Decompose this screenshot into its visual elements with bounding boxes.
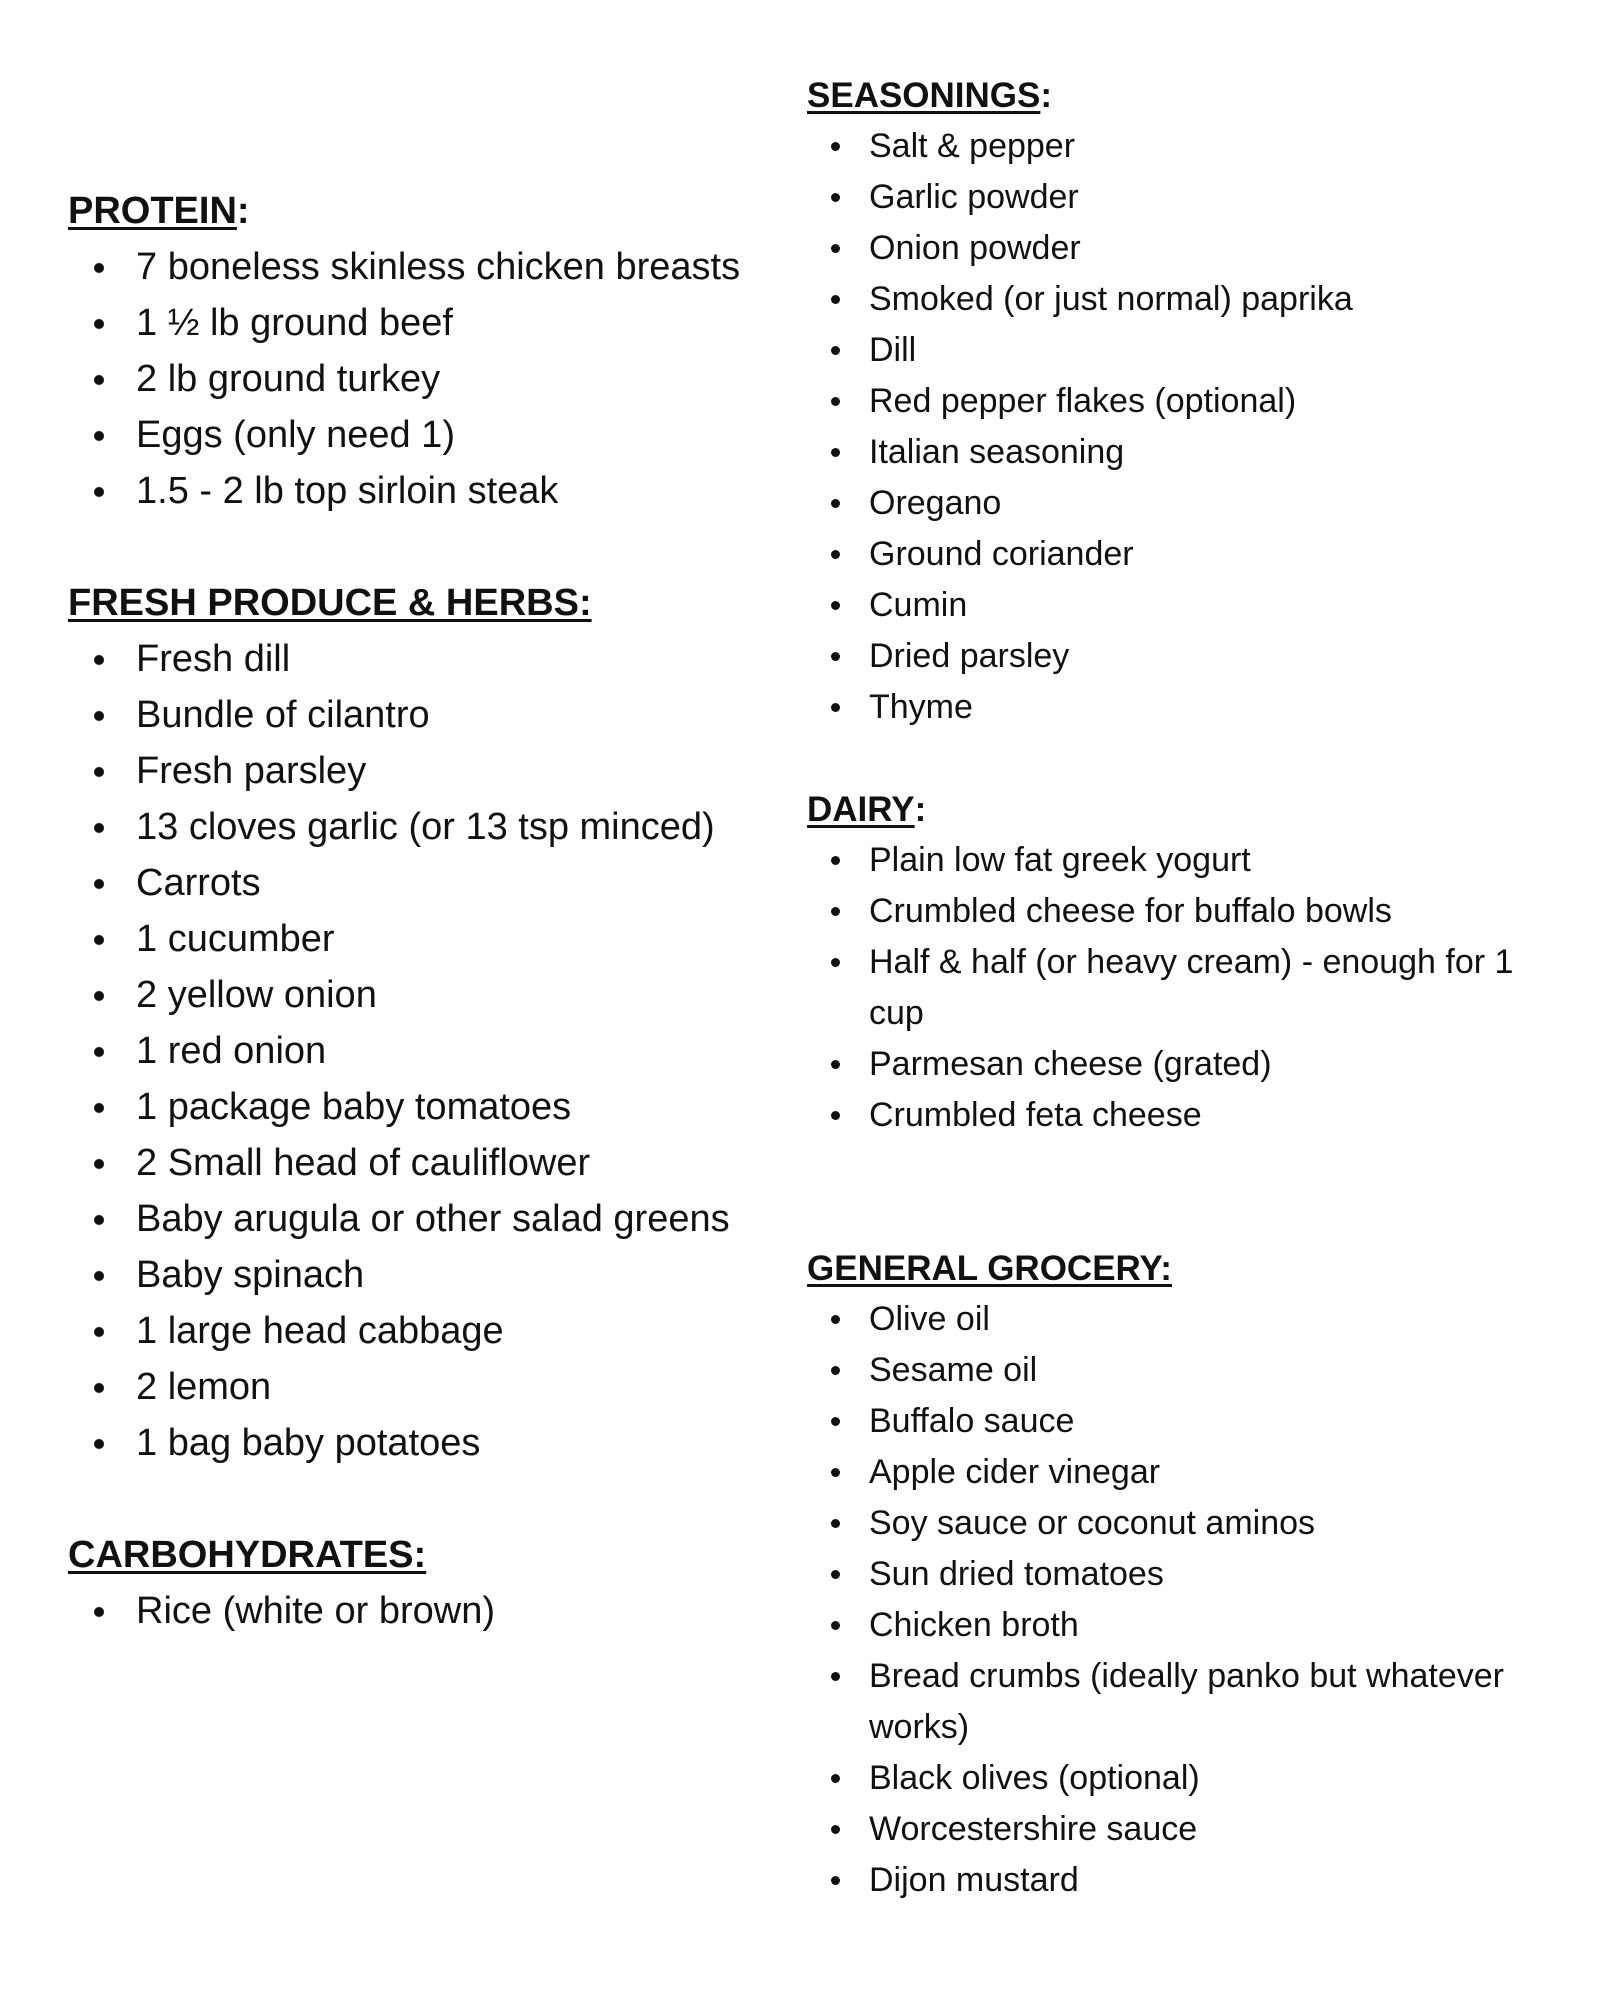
list-item: Olive oil xyxy=(807,1294,1567,1345)
list-item: Carrots xyxy=(68,855,788,911)
seasonings-list xyxy=(807,121,1567,733)
list-item: Red pepper flakes (optional) xyxy=(807,376,1567,427)
dairy-list xyxy=(807,835,1567,1141)
list-item: Smoked (or just normal) paprika xyxy=(807,274,1567,325)
list-item: 2 lemon xyxy=(68,1359,788,1415)
section-spacer xyxy=(68,1471,788,1527)
list-item: Rice (white or brown) xyxy=(68,1583,788,1639)
list-item: Italian seasoning xyxy=(807,427,1567,478)
list-item: 1 bag baby potatoes xyxy=(68,1415,788,1471)
protein-heading-colon: : xyxy=(236,190,250,232)
list-item: 1 large head cabbage xyxy=(68,1303,788,1359)
list-item: Baby spinach xyxy=(68,1247,788,1303)
list-item: Dijon mustard xyxy=(807,1855,1567,1906)
grocery-heading: GENERAL GROCERY: xyxy=(807,1249,1172,1288)
list-item: Onion powder xyxy=(807,223,1567,274)
list-item: Ground coriander xyxy=(807,529,1567,580)
list-item: 7 boneless skinless chicken breasts xyxy=(68,239,788,295)
list-item: Black olives (optional) xyxy=(807,1753,1567,1804)
dairy-heading-text: DAIRY xyxy=(807,790,915,829)
seasonings-heading-text: SEASONINGS xyxy=(807,76,1041,115)
list-item: Dill xyxy=(807,325,1567,376)
list-item: Crumbled cheese for buffalo bowls xyxy=(807,886,1567,937)
list-item: 13 cloves garlic (or 13 tsp minced) xyxy=(68,799,788,855)
list-item: Worcestershire sauce xyxy=(807,1804,1567,1855)
list-item: Crumbled feta cheese xyxy=(807,1090,1567,1141)
seasonings-heading-colon: : xyxy=(1040,76,1053,115)
list-item: 1 ½ lb ground beef xyxy=(68,295,788,351)
carbs-heading: CARBOHYDRATES: xyxy=(68,1534,427,1576)
list-item: Plain low fat greek yogurt xyxy=(807,835,1567,886)
grocery-list xyxy=(807,1294,1567,1906)
list-item: Salt & pepper xyxy=(807,121,1567,172)
list-item: Fresh dill xyxy=(68,631,788,687)
list-item: Dried parsley xyxy=(807,631,1567,682)
list-item: Bundle of cilantro xyxy=(68,687,788,743)
protein-section xyxy=(68,183,788,519)
list-item: 1.5 - 2 lb top sirloin steak xyxy=(68,463,788,519)
list-item: 2 Small head of cauliflower xyxy=(68,1135,788,1191)
seasonings-heading xyxy=(807,70,1567,121)
list-item: Garlic powder xyxy=(807,172,1567,223)
right-column xyxy=(807,70,1567,1906)
section-spacer xyxy=(68,519,788,575)
list-item: Parmesan cheese (grated) xyxy=(807,1039,1567,1090)
list-item: Sesame oil xyxy=(807,1345,1567,1396)
list-item: 2 lb ground turkey xyxy=(68,351,788,407)
list-item: 1 package baby tomatoes xyxy=(68,1079,788,1135)
protein-heading-text: PROTEIN xyxy=(68,190,237,232)
grocery-section xyxy=(807,1243,1567,1906)
list-item: Cumin xyxy=(807,580,1567,631)
list-item: Sun dried tomatoes xyxy=(807,1549,1567,1600)
seasonings-section xyxy=(807,70,1567,733)
section-spacer xyxy=(807,1141,1567,1243)
dairy-heading-colon: : xyxy=(914,790,927,829)
left-column xyxy=(68,183,788,1639)
list-item: Thyme xyxy=(807,682,1567,733)
list-item: 2 yellow onion xyxy=(68,967,788,1023)
list-item: Bread crumbs (ideally panko but whatever works) xyxy=(807,1651,1567,1753)
list-item: Apple cider vinegar xyxy=(807,1447,1567,1498)
produce-heading: FRESH PRODUCE & HERBS: xyxy=(68,582,592,624)
list-item: Eggs (only need 1) xyxy=(68,407,788,463)
list-item: 1 red onion xyxy=(68,1023,788,1079)
carbs-list xyxy=(68,1583,788,1639)
produce-section xyxy=(68,575,788,1471)
dairy-section xyxy=(807,784,1567,1141)
list-item: Oregano xyxy=(807,478,1567,529)
list-item: Buffalo sauce xyxy=(807,1396,1567,1447)
list-item: Half & half (or heavy cream) - enough for 1 cup xyxy=(807,937,1567,1039)
list-item: Soy sauce or coconut aminos xyxy=(807,1498,1567,1549)
section-spacer xyxy=(807,733,1567,784)
list-item: 1 cucumber xyxy=(68,911,788,967)
list-item: Baby arugula or other salad greens xyxy=(68,1191,788,1247)
list-item: Fresh parsley xyxy=(68,743,788,799)
protein-list xyxy=(68,239,788,519)
carbs-section xyxy=(68,1527,788,1639)
dairy-heading xyxy=(807,784,1567,835)
protein-heading xyxy=(68,183,788,239)
list-item: Chicken broth xyxy=(807,1600,1567,1651)
produce-list xyxy=(68,631,788,1471)
